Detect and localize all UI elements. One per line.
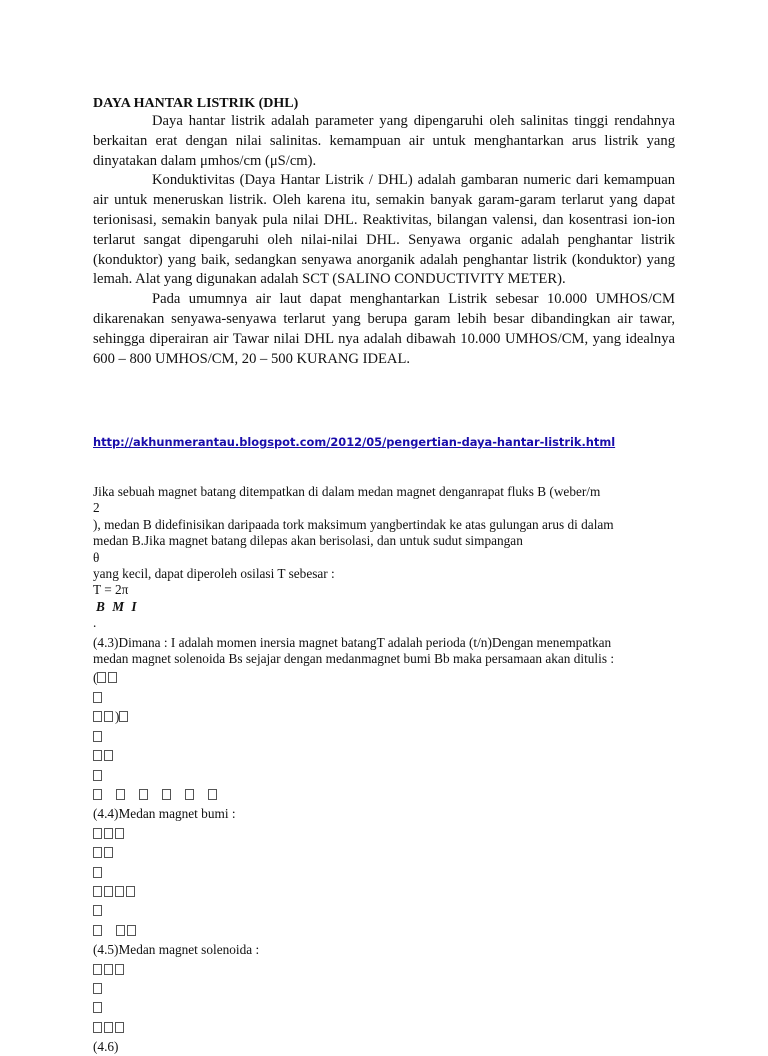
- equation-glyph-line: [93, 787, 673, 803]
- equation-glyph-line: [93, 884, 673, 900]
- equation-glyph-line: [93, 748, 673, 764]
- paragraph-seawater: Pada umumnya air laut dapat menghantarkan Listrik sebesar 10.000 UMHOS/CM dikarenakan senyawa-senyawa terlarut yang berupa garam lebih besar dibandingkan air tawar, sehingga diperairan air Tawar nilai DHL nya adalah dibawah 10.000 UMHOS/CM, yang idealnya 600 – 800 UMHOS/CM, 20 – 500 KURANG IDEAL.: [93, 291, 675, 367]
- text-line: Jika sebuah magnet batang ditempatkan di dalam medan magnet denganrapat fluks B (weber/m: [93, 484, 601, 499]
- equation-glyph-line: [93, 865, 673, 881]
- text-line: (4.3)Dimana : I adalah momen inersia magnet batangT adalah perioda (t/n)Dengan menempatkan: [93, 634, 612, 650]
- equation-glyph-line: [93, 903, 673, 919]
- equation-period: T = 2π: [93, 582, 129, 598]
- text-line: medan B.Jika magnet batang dilepas akan berisolasi, dan untuk sudut simpangan: [93, 533, 523, 549]
- paragraph-definition: Daya hantar listrik adalah parameter yang dipengaruhi oleh salinitas tinggi rendahnya berkaitan erat dengan nilai salinitas. kemampuan air untuk menghantarkan arus listrik yang dinyatakan dalam μmhos/cm (μS/cm).: [93, 113, 675, 169]
- equation-glyph-line: [93, 729, 673, 745]
- equation-fraction-bmi: B M I: [96, 598, 139, 614]
- source-link[interactable]: http://akhunmerantau.blogspot.com/2012/05/pengertian-daya-hantar-listrik.html: [93, 435, 616, 449]
- equation-glyph-line: [93, 923, 673, 939]
- text-line: medan magnet solenoida Bs sejajar dengan medanmagnet bumi Bb maka persamaan akan ditulis :: [93, 651, 615, 667]
- equation-glyph-line: [93, 1000, 673, 1016]
- equation-glyph-line: (: [93, 670, 673, 686]
- text-line: .: [93, 615, 97, 631]
- section-heading: DAYA HANTAR LISTRIK (DHL): [93, 96, 299, 111]
- equation-glyph-line: ): [93, 709, 673, 725]
- magnet-section: [93, 484, 673, 1056]
- superscript-line: 2: [93, 500, 100, 516]
- article-section-dhl: [93, 95, 675, 369]
- equation-glyph-line: [93, 981, 673, 997]
- equation-glyph-line: [93, 690, 673, 706]
- equation-glyph-line: [93, 1020, 673, 1036]
- equation-glyph-line: [93, 845, 673, 861]
- text-line: ), medan B didefinisikan daripaada tork maksimum yangbertindak ke atas gulungan arus di dalam: [93, 516, 614, 532]
- equation-label-4-5: (4.5)Medan magnet solenoida :: [93, 942, 260, 958]
- equation-glyph-line: [93, 768, 673, 784]
- equation-glyph-line: [93, 962, 673, 978]
- equation-glyph-line: [93, 826, 673, 842]
- paragraph-conductivity: Konduktivitas (Daya Hantar Listrik / DHL) adalah gambaran numeric dari kemampuan air untuk meneruskan listrik. Oleh karena itu, semakin banyak garam-garam terlarut yang dapat terionisasi, semakin banyak pula nilai DHL. Reaktivitas, bilangan valensi, dan kosentrasi ion-ion terlarut sangat dipengaruhi oleh nilai-nilai DHL. Senyawa organic adalah penghantar listrik (konduktor) yang baik, sedangkan senyawa anorganik adalah penghantar listrik (konduktor) yang lemah. Alat yang digunakan adalah SCT (SALINO CONDUCTIVITY METER).: [93, 172, 675, 288]
- equation-label-4-4: (4.4)Medan magnet bumi :: [93, 806, 236, 822]
- equation-label-4-6: (4.6): [93, 1039, 119, 1055]
- text-line: yang kecil, dapat diperoleh osilasi T sebesar :: [93, 566, 335, 582]
- theta-symbol: θ: [93, 549, 100, 565]
